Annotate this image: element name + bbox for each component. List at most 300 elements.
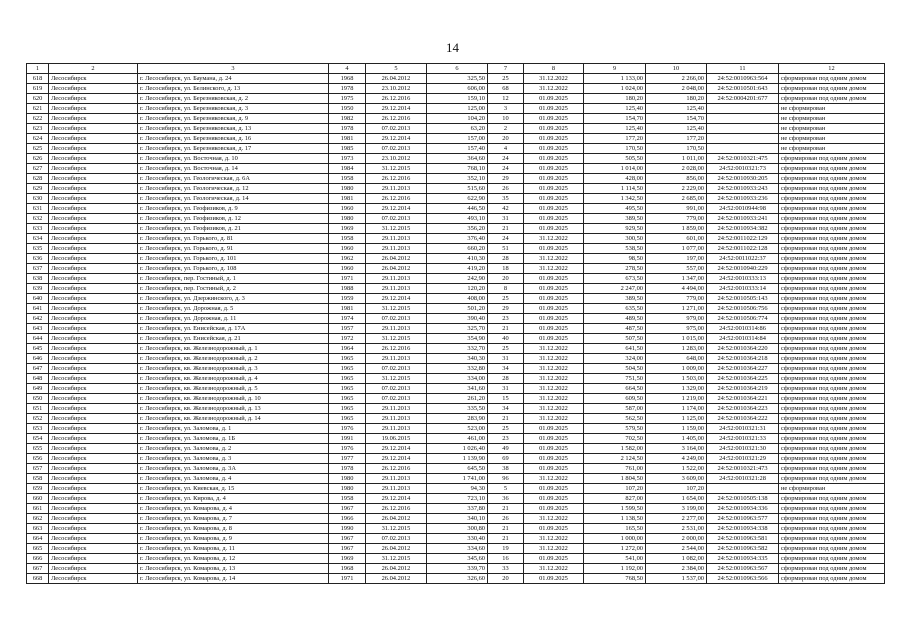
table-row [27,254,885,264]
table-cell: сформирован под одним домом [779,474,885,484]
table-cell: 31.12.2015 [366,304,427,314]
table-cell: Лесосибирск [49,344,138,354]
table-cell: 702,50 [584,434,646,444]
table-cell: 326,60 [427,574,488,584]
table-cell: 505,50 [584,154,646,164]
table-cell: 624 [27,134,49,144]
table-cell: 1 599,50 [584,504,646,514]
table-cell: сформирован под одним домом [779,354,885,364]
table-cell: 107,20 [646,484,707,494]
table-cell: 24:52:0010505:138 [707,494,779,504]
table-cell: 20 [488,134,524,144]
table-cell: 33 [488,564,524,574]
table-cell: 1 503,00 [646,374,707,384]
table-cell: 107,20 [584,484,646,494]
table-cell: г. Лесосибирск, пер. Гостиный, д. 1 [138,274,329,284]
table-cell: 24:52:0010944:98 [707,204,779,214]
table-cell: 1 011,00 [646,154,707,164]
table-row [27,354,885,364]
table-cell: 10 [488,114,524,124]
table-cell: 125,40 [646,104,707,114]
table-row [27,274,885,284]
table-cell: 627 [27,164,49,174]
table-row [27,474,885,484]
table-cell: 625 [27,144,49,154]
table-cell: 1 405,00 [646,434,707,444]
table-cell: сформирован под одним домом [779,384,885,394]
table-row [27,124,885,134]
table-cell: 31.12.2022 [524,414,584,424]
table-cell: 2 384,00 [646,564,707,574]
table-cell: 31.12.2022 [524,374,584,384]
table-cell: г. Лесосибирск, ул. Комарова, д. 13 [138,564,329,574]
table-row [27,164,885,174]
table-cell: 390,40 [427,314,488,324]
table-cell: г. Лесосибирск, ул. Комарова, д. 4 [138,504,329,514]
table-cell: г. Лесосибирск, ул. Березняковская, д. 16 [138,134,329,144]
table-cell: 1 077,00 [646,244,707,254]
table-cell: Лесосибирск [49,304,138,314]
table-cell: 1965 [329,384,366,394]
table-cell: 26.04.2012 [366,574,427,584]
table-cell: 557,00 [646,264,707,274]
table-cell: 24:52:0010321:475 [707,154,779,164]
table-cell: сформирован под одним домом [779,524,885,534]
table-cell: 324,00 [584,354,646,364]
table-cell: 410,30 [427,254,488,264]
table-row [27,394,885,404]
table-cell: 31 [488,384,524,394]
table-cell: 21 [488,414,524,424]
table-cell: 1981 [329,134,366,144]
table-cell: 24:52:0010364:227 [707,364,779,374]
table-cell: не сформирован [779,144,885,154]
table-row [27,544,885,554]
table-cell: 3 [488,104,524,114]
table-cell: 01.09.2025 [524,214,584,224]
table-cell: 504,50 [584,364,646,374]
table-cell: Лесосибирск [49,404,138,414]
table-cell: 1968 [329,74,366,84]
table-cell: 1981 [329,304,366,314]
table-row [27,344,885,354]
table-cell: 1978 [329,84,366,94]
table-cell: г. Лесосибирск, ул. Кирова, д. 4 [138,494,329,504]
table-cell: Лесосибирск [49,514,138,524]
table-cell: 461,00 [427,434,488,444]
table-row [27,504,885,514]
table-cell: 1965 [329,354,366,364]
table-cell: 1 192,00 [584,564,646,574]
table-cell: 3 199,00 [646,504,707,514]
table-cell: Лесосибирск [49,274,138,284]
table-cell: 25 [488,424,524,434]
table-cell: Лесосибирск [49,424,138,434]
table-cell: 667 [27,564,49,574]
table-cell: 24:52:0010364:223 [707,404,779,414]
table-cell: Лесосибирск [49,524,138,534]
table-cell: г. Лесосибирск, ул. Горького, д. 91 [138,244,329,254]
table-cell: сформирован под одним домом [779,504,885,514]
table-cell: сформирован под одним домом [779,374,885,384]
table-cell: 29.11.2013 [366,274,427,284]
table-cell: 157,00 [427,134,488,144]
table-cell: 31.12.2015 [366,334,427,344]
table-cell: г. Лесосибирск, кв. Железнодорожный, д. 4 [138,374,329,384]
table-cell: 24:52:0010321:473 [707,464,779,474]
table-cell: Лесосибирск [49,174,138,184]
table-cell: 24:52:0010364:219 [707,384,779,394]
table-row [27,444,885,454]
table-cell: 1 283,00 [646,344,707,354]
table-cell: г. Лесосибирск, кв. Железнодорожный, д. 5 [138,384,329,394]
table-row [27,324,885,334]
table-cell: г. Лесосибирск, ул. Заломова, д. 1 [138,424,329,434]
table-cell: г. Лесосибирск, пер. Гостиный, д. 2 [138,284,329,294]
table-cell: 354,90 [427,334,488,344]
table-cell: 01.09.2025 [524,304,584,314]
table-cell: 1 138,50 [584,514,646,524]
table-cell: 24 [488,154,524,164]
table-cell: г. Лесосибирск, кв. Железнодорожный, д. 14 [138,414,329,424]
table-cell: 24:52:0010364:220 [707,344,779,354]
table-cell: 242,90 [427,274,488,284]
table-cell: 1 654,00 [646,494,707,504]
table-cell: 24:52:0011022:129 [707,234,779,244]
table-cell: 1965 [329,404,366,414]
table-cell: 1 026,40 [427,444,488,454]
table-cell: 31.12.2022 [524,344,584,354]
table-cell: 31 [488,214,524,224]
table-row [27,364,885,374]
table-cell: 1 024,00 [584,84,646,94]
table-cell: 24:52:0010963:581 [707,534,779,544]
table-cell: 01.09.2025 [524,144,584,154]
table-cell: 1958 [329,494,366,504]
table-cell: 587,00 [584,404,646,414]
table-cell: 618 [27,74,49,84]
table-cell: 24:52:0010933:236 [707,194,779,204]
table-cell: 29.11.2013 [366,484,427,494]
table-cell: 1980 [329,484,366,494]
table-cell: 24:52:0010933:243 [707,184,779,194]
table-cell: 34 [488,364,524,374]
table-cell: 28 [488,254,524,264]
table-cell: 1988 [329,284,366,294]
table-cell: 26.12.2016 [366,504,427,514]
table-cell: 2 124,50 [584,454,646,464]
table-cell: 1 804,50 [584,474,646,484]
table-cell: 120,20 [427,284,488,294]
table-cell: 01.09.2025 [524,524,584,534]
table-row [27,514,885,524]
table-cell: 96 [488,474,524,484]
table-cell: 01.09.2025 [524,424,584,434]
table-cell: 1964 [329,344,366,354]
table-cell: 364,60 [427,154,488,164]
table-cell: 635 [27,244,49,254]
table-cell: 642 [27,314,49,324]
table-cell: 640 [27,294,49,304]
table-cell: 29.12.2014 [366,104,427,114]
table-cell: 24:52:0010940:229 [707,264,779,274]
table-cell: 19.06.2015 [366,434,427,444]
table-row [27,94,885,104]
table-cell: 493,10 [427,214,488,224]
table-cell: 24:52:0010321:33 [707,434,779,444]
table-cell: 31.12.2022 [524,264,584,274]
table-cell: 24:52:0010934:336 [707,504,779,514]
table-cell: Лесосибирск [49,414,138,424]
table-cell: 661 [27,504,49,514]
table-cell: 340,10 [427,514,488,524]
table-row [27,134,885,144]
table-cell: 1968 [329,564,366,574]
table-cell: 1 582,00 [584,444,646,454]
table-cell: 26.04.2012 [366,74,427,84]
table-cell: 24:52:0010501:643 [707,84,779,94]
table-cell: 632 [27,214,49,224]
table-cell: 01.09.2025 [524,334,584,344]
table-cell: 07.02.2013 [366,144,427,154]
table-cell: сформирован под одним домом [779,234,885,244]
table-cell: 622,90 [427,194,488,204]
table-cell: 15 [488,394,524,404]
table-cell: 24:52:0010321:28 [707,474,779,484]
table-cell: 180,20 [646,94,707,104]
table-cell: 827,00 [584,494,646,504]
table-cell: 330,40 [427,534,488,544]
table-cell: сформирован под одним домом [779,534,885,544]
table-cell: 31.12.2022 [524,534,584,544]
table-cell: 25 [488,344,524,354]
table-cell: сформирован под одним домом [779,304,885,314]
table-row [27,234,885,244]
table-cell: 334,60 [427,544,488,554]
table-cell: 4 [488,144,524,154]
table-cell: 31.12.2022 [524,394,584,404]
table-cell: Лесосибирск [49,484,138,494]
table-cell: 389,50 [584,294,646,304]
table-cell: г. Лесосибирск, ул. Комарова, д. 12 [138,554,329,564]
table-cell: г. Лесосибирск, ул. Дорожная, д. 11 [138,314,329,324]
table-cell: 609,50 [584,394,646,404]
table-row [27,534,885,544]
table-cell: 515,60 [427,184,488,194]
table-cell: сформирован под одним домом [779,334,885,344]
table-cell: 157,40 [427,144,488,154]
table-row [27,174,885,184]
table-cell: г. Лесосибирск, ул. Дзержинского, д. 3 [138,294,329,304]
table-cell: 654 [27,434,49,444]
table-cell: 2 266,00 [646,74,707,84]
table-cell: Лесосибирск [49,214,138,224]
table-cell: г. Лесосибирск, ул. Горького, д. 108 [138,264,329,274]
table-cell: сформирован под одним домом [779,194,885,204]
table-cell: 07.02.2013 [366,214,427,224]
table-cell: г. Лесосибирск, ул. Комарова, д. 8 [138,524,329,534]
table-cell: сформирован под одним домом [779,184,885,194]
table-cell: 634 [27,234,49,244]
table-cell: 1 114,50 [584,184,646,194]
table-cell: г. Лесосибирск, ул. Заломова, д. 3 [138,454,329,464]
table-cell: сформирован под одним домом [779,514,885,524]
table-cell: 779,00 [646,294,707,304]
table-cell: 165,50 [584,524,646,534]
table-cell: 26.04.2012 [366,264,427,274]
table-cell: 629 [27,184,49,194]
table-cell: 665 [27,544,49,554]
table-cell: 125,00 [427,104,488,114]
table-cell: 643 [27,324,49,334]
table-cell: 1 139,90 [427,454,488,464]
table-cell: 31.12.2022 [524,354,584,364]
table-cell: 334,00 [427,374,488,384]
table-cell: 1967 [329,544,366,554]
table-cell: 01.09.2025 [524,494,584,504]
table-cell: 29.11.2013 [366,404,427,414]
table-cell: г. Лесосибирск, ул. Березняковская, д. 9 [138,114,329,124]
table-cell: 31.12.2022 [524,364,584,374]
column-header: 3 [138,64,329,74]
table-cell: 335,50 [427,404,488,414]
table-cell: 1959 [329,294,366,304]
table-cell: 49 [488,444,524,454]
table-cell: г. Лесосибирск, ул. Комарова, д. 14 [138,574,329,584]
table-cell: г. Лесосибирск, ул. Комарова, д. 7 [138,514,329,524]
table-cell: 658 [27,474,49,484]
table-cell: сформирован под одним домом [779,274,885,284]
table-cell: Лесосибирск [49,204,138,214]
table-cell: 1957 [329,324,366,334]
table-cell: Лесосибирск [49,124,138,134]
table-cell: 1 174,00 [646,404,707,414]
table-cell: 768,50 [584,574,646,584]
table-cell: 325,70 [427,324,488,334]
table-cell: сформирован под одним домом [779,204,885,214]
table-cell: 01.09.2025 [524,224,584,234]
table-cell: 1950 [329,104,366,114]
table-cell: 446,50 [427,204,488,214]
table-cell: 24:52:0010963:564 [707,74,779,84]
table-cell: 1980 [329,214,366,224]
table-cell: 01.09.2025 [524,244,584,254]
table-cell: Лесосибирск [49,154,138,164]
table-cell: Лесосибирск [49,264,138,274]
table-cell: 01.09.2025 [524,124,584,134]
table-cell: 24:52:0010963:577 [707,514,779,524]
table-cell: 1978 [329,124,366,134]
table-cell: 01.09.2025 [524,184,584,194]
table-cell: Лесосибирск [49,474,138,484]
table-row [27,374,885,384]
table-cell: 619 [27,84,49,94]
table-cell: 24 [488,164,524,174]
table-cell: 26.12.2016 [366,94,427,104]
table-cell: 2 685,00 [646,194,707,204]
table-cell: 622 [27,114,49,124]
table-cell: не сформирован [779,134,885,144]
table-cell: 1 272,00 [584,544,646,554]
table-cell: 644 [27,334,49,344]
table-row [27,404,885,414]
table-cell: 1971 [329,574,366,584]
table-cell: 31.12.2022 [524,564,584,574]
table-cell: 197,00 [646,254,707,264]
table-cell: 1971 [329,274,366,284]
table-cell: 1978 [329,464,366,474]
table-cell: 389,50 [584,214,646,224]
table-cell: сформирован под одним домом [779,454,885,464]
table-cell: 24:52:0010314:86 [707,324,779,334]
table-cell: 652 [27,414,49,424]
table-cell: Лесосибирск [49,374,138,384]
table-cell: 24:52:0010934:382 [707,224,779,234]
table-row [27,424,885,434]
table-cell: 24:52:0010314:84 [707,334,779,344]
table-cell: г. Лесосибирск, ул. Восточная, д. 10 [138,154,329,164]
table-cell: 21 [488,534,524,544]
table-cell [707,104,779,114]
table-cell: г. Лесосибирск, ул. Березняковская, д. 2 [138,94,329,104]
table-cell: 31.12.2015 [366,554,427,564]
table-cell: 177,20 [584,134,646,144]
table-cell: 125,40 [646,124,707,134]
table-cell: 26.12.2016 [366,194,427,204]
table-body [27,74,885,584]
table-cell: 21 [488,524,524,534]
column-header: 4 [329,64,366,74]
table-cell: сформирован под одним домом [779,364,885,374]
table-cell: г. Лесосибирск, ул. Заломова, д. 3А [138,464,329,474]
table-cell: 1 537,00 [646,574,707,584]
table-cell: 51 [488,244,524,254]
table-cell: Лесосибирск [49,134,138,144]
table-cell: Лесосибирск [49,294,138,304]
table-cell: 626 [27,154,49,164]
table-cell: 5 [488,484,524,494]
table-cell: Лесосибирск [49,194,138,204]
table-cell: 601,00 [646,234,707,244]
table-row [27,264,885,274]
table-cell: г. Лесосибирск, кв. Железнодорожный, д. 2 [138,354,329,364]
table-cell: 1 159,00 [646,424,707,434]
table-cell: 01.09.2025 [524,434,584,444]
table-cell: 1 342,50 [584,194,646,204]
table-cell: 501,20 [427,304,488,314]
table-cell: Лесосибирск [49,74,138,84]
page-number: 14 [446,40,459,55]
table-cell: 01.09.2025 [524,444,584,454]
table-cell: 1 741,00 [427,474,488,484]
table-cell: 641 [27,304,49,314]
table-cell: 01.09.2025 [524,104,584,114]
table-cell: 07.02.2013 [366,384,427,394]
table-cell [707,114,779,124]
table-cell: 345,60 [427,554,488,564]
table-cell: Лесосибирск [49,564,138,574]
table-cell: 1977 [329,454,366,464]
table-cell: г. Лесосибирск, кв. Железнодорожный, д. 10 [138,394,329,404]
housing-register-table [26,63,885,584]
table-cell: 31.12.2022 [524,234,584,244]
column-header: 7 [488,64,524,74]
table-cell: 125,40 [584,104,646,114]
table-cell: 648,00 [646,354,707,364]
table-cell: 01.09.2025 [524,114,584,124]
table-cell: 23.10.2012 [366,84,427,94]
table-cell: 637 [27,264,49,274]
